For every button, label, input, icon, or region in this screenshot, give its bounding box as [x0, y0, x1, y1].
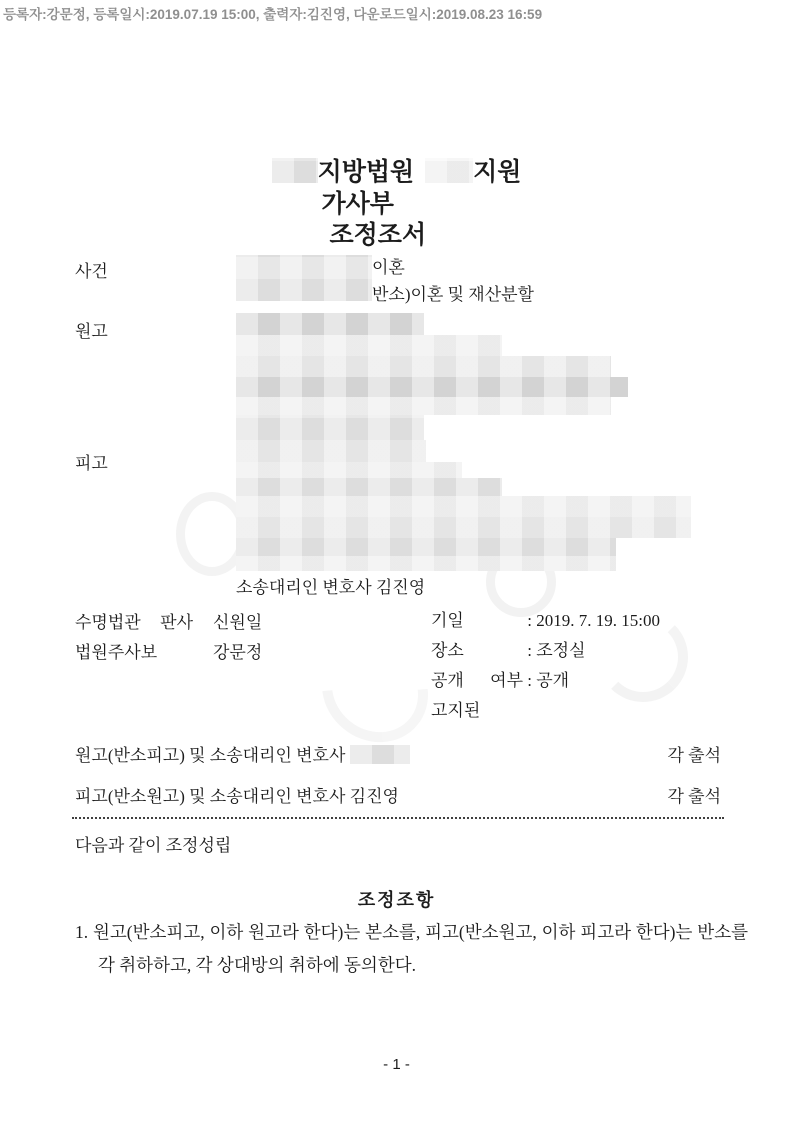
redacted-counsel-name [350, 745, 410, 764]
case-line2: 반소)이혼 및 재산분할 [372, 285, 534, 304]
redacted-plaintiff-info [236, 356, 611, 377]
redacted-defendant-info [236, 478, 502, 496]
colon: : [527, 611, 532, 630]
division-title: 가사부 [321, 190, 394, 218]
redacted-defendant-info [236, 462, 462, 478]
redacted-court-name [272, 158, 318, 183]
plaintiff-label: 원고 [75, 322, 108, 341]
session-open-value: 공개 [536, 671, 570, 690]
redacted-defendant-info [236, 556, 616, 571]
clerk-name: 강문정 [213, 643, 263, 662]
judge-role: 수명법관 판사 [75, 613, 193, 632]
page-number: - 1 - [383, 1056, 410, 1073]
defendant-label: 피고 [75, 454, 108, 473]
session-date-label: 기일 [431, 611, 464, 630]
case-label: 사건 [75, 262, 108, 281]
redacted-plaintiff-info [236, 335, 502, 356]
session-notice: 고지된 [431, 701, 481, 720]
attendance-row2-text: 피고(반소원고) 및 소송대리인 변호사 김진영 [75, 787, 399, 806]
redacted-plaintiff-info [236, 397, 611, 415]
colon: : [527, 671, 532, 690]
attendance-row1-left [75, 741, 410, 766]
redacted-defendant-info [236, 496, 691, 517]
session-open-label: 공개 여부 [431, 671, 523, 690]
session-place-label: 장소 [431, 641, 464, 660]
redacted-plaintiff-info [236, 313, 424, 335]
dotted-separator [72, 817, 724, 819]
judge-name: 신원일 [213, 613, 263, 632]
attendance-row1-status: 각 출석 [667, 746, 721, 765]
judge-row [75, 612, 335, 634]
attendance-row1-text: 원고(반소피고) 및 소송대리인 변호사 [75, 746, 346, 765]
redacted-defendant-info [236, 517, 691, 538]
redacted-defendant-info [236, 440, 426, 462]
clerk-row [75, 642, 335, 664]
redacted-plaintiff-info [236, 377, 628, 397]
redacted-branch-name [425, 158, 473, 183]
session-open-row [431, 670, 614, 692]
attendance-row-plaintiff [75, 741, 721, 766]
settlement-intro: 다음과 같이 조정성립 [75, 836, 232, 855]
clause-1: 1. 원고(반소피고, 이하 원고라 한다)는 본소를, 피고(반소원고, 이하 피고라 한다)는 반소를 각 취하하고, 각 상대방의 취하에 동의한다. [75, 922, 748, 975]
division-title-line [0, 189, 793, 219]
attendance-row-defendant [75, 782, 721, 807]
doc-type-title: 조정조서 [329, 221, 427, 249]
session-date-row [431, 610, 660, 632]
session-date-value: 2019. 7. 19. 15:00 [536, 611, 660, 630]
redacted-defendant-info [236, 538, 616, 556]
court-name-part1: 지방법원 [317, 158, 415, 186]
session-place-row [431, 640, 586, 662]
session-place-value: 조정실 [536, 641, 586, 660]
court-title-line [0, 157, 793, 187]
clerk-role: 법원주사보 [75, 643, 158, 662]
court-name-part2: 지원 [473, 158, 522, 186]
case-line1: 이혼 [372, 258, 405, 277]
defendant-counsel: 소송대리인 변호사 김진영 [236, 578, 426, 597]
colon: : [527, 641, 532, 660]
doc-type-title-line [0, 220, 793, 250]
clauses-heading: 조정조항 [357, 890, 436, 910]
redacted-case-number [236, 255, 372, 301]
print-metadata-header: 등록자:강문정, 등록일시:2019.07.19 15:00, 출력자:김진영, 다운로드일시:2019.08.23 16:59 [3, 7, 543, 22]
attendance-row2-status: 각 출석 [667, 787, 721, 806]
redacted-plaintiff-info [236, 415, 424, 440]
